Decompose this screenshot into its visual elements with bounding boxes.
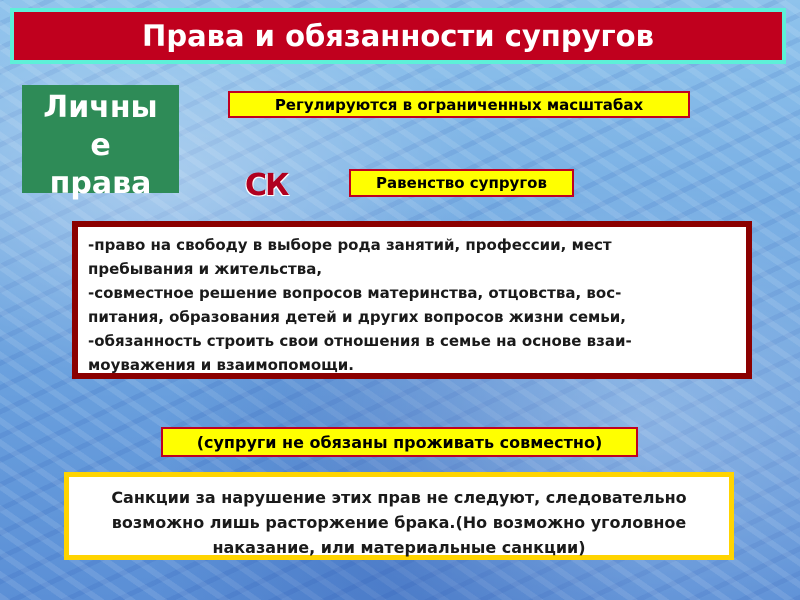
regulated-label-text: Регулируются в ограниченных масштабах [274,95,644,114]
personal-rights-box [22,85,179,201]
sanctions-box [64,472,734,560]
personal-rights-line3: права [49,166,152,201]
rights-list-box [72,221,752,379]
not-obliged-label-text: (супруги не обязаны проживать совместно) [196,432,603,452]
slide-title [10,8,786,64]
equality-label-text: Равенство супругов [376,174,547,192]
not-obliged-label [161,427,638,457]
slide-title-text: Права и обязанности супругов [142,19,654,53]
sanctions-line: возможно лишь расторжение брака.(Но возможно уголовное [111,513,687,532]
equality-label [349,169,574,197]
rights-list-line: -право на свободу в выборе рода занятий, профессии, мест [88,236,612,254]
regulated-label [228,91,690,118]
sk-code-label: СК [245,168,288,203]
rights-list-line: -обязанность строить свои отношения в семье на основе взаи- [88,332,632,350]
sanctions-line: наказание, или материальные санкции) [212,538,586,557]
sanctions-line: Санкции за нарушение этих прав не следуют, следовательно [111,488,687,507]
personal-rights-line2: е [90,128,111,163]
rights-list-line: пребывания и жительства, [88,260,323,278]
rights-list-line: -совместное решение вопросов материнства, отцовства, вос- [88,284,622,302]
rights-list-line: моуважения и взаимопомощи. [88,356,354,374]
personal-rights-line1: Личны [43,90,158,125]
rights-list-line: питания, образования детей и других вопросов жизни семьи, [88,308,626,326]
